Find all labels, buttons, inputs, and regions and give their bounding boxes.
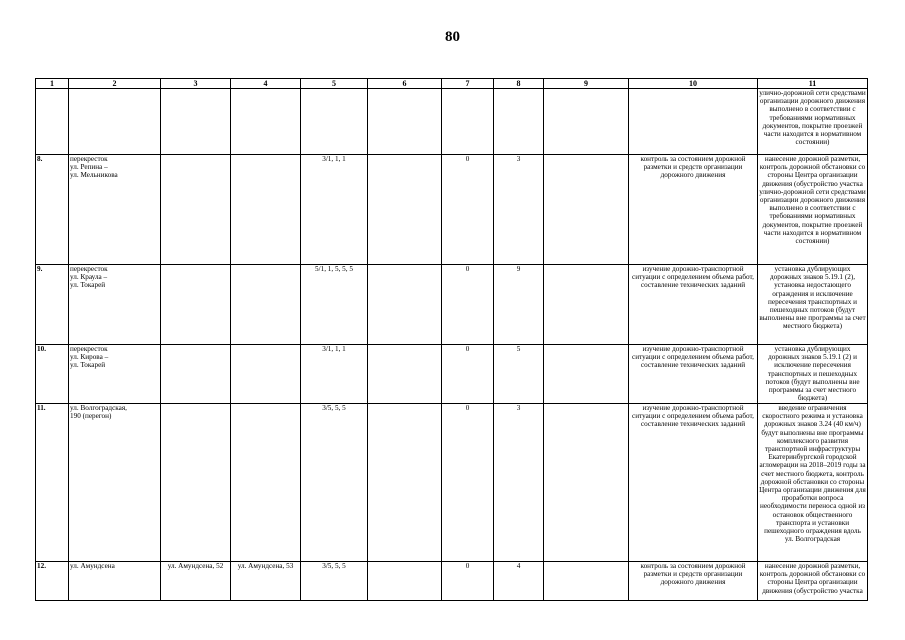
location-cell: ул. Волгоградская, 190 (перегон) xyxy=(69,404,161,562)
location-cell: перекресток ул. Репина – ул. Мельникова xyxy=(69,155,161,265)
col7-cell: 0 xyxy=(442,404,494,562)
result-cell: установка дублирующих дорожных знаков 5.19.1 (2) и исключение пересечения транспортных и пешеходных потоков (будут выполнены вне программы за счет местного бюджета) xyxy=(758,345,868,404)
dtp-cell: 3/5, 5, 5 xyxy=(301,562,368,601)
dtp-cell: 5/1, 1, 5, 5, 5 xyxy=(301,265,368,345)
col7-cell: 0 xyxy=(442,265,494,345)
col7-cell: 0 xyxy=(442,562,494,601)
col9-cell xyxy=(544,404,629,562)
to-cell xyxy=(231,265,301,345)
measures-cell: контроль за состоянием дорожной разметки и средств организации дорожного движения xyxy=(629,155,758,265)
col9-cell xyxy=(544,345,629,404)
result-cell: введение ограничения скоростного режима и установка дорожных знаков 3.24 (40 км/ч) будут выполнены вне программы комплексного развития транспортной инфраструктуры Екатеринбургской городской агломерации на 2018–2019 годы за счет местного бюджета, контроль дорожной обстановки со стороны Центра организации движения для проработки вопроса необходимости переноса одной из остановок общественного транспорта и установки пешеходного ограждения вдоль ул. Волгоградская xyxy=(758,404,868,562)
col7-cell: 0 xyxy=(442,345,494,404)
to-cell xyxy=(231,155,301,265)
col9-cell xyxy=(544,89,629,155)
column-header: 8 xyxy=(494,79,544,89)
location-cell xyxy=(69,89,161,155)
column-header: 4 xyxy=(231,79,301,89)
from-cell xyxy=(161,155,231,265)
to-cell xyxy=(231,404,301,562)
row-number: 10. xyxy=(36,345,69,404)
location-cell: перекресток ул. Краула – ул. Токарей xyxy=(69,265,161,345)
measures-cell: изучение дорожно-транспортной ситуации с определением объема работ, составление технических заданий xyxy=(629,404,758,562)
col6-cell xyxy=(368,89,442,155)
column-header: 11 xyxy=(758,79,868,89)
col9-cell xyxy=(544,155,629,265)
to-cell xyxy=(231,345,301,404)
to-cell xyxy=(231,89,301,155)
location-cell: ул. Амундсена xyxy=(69,562,161,601)
dtp-cell: 3/5, 5, 5 xyxy=(301,404,368,562)
from-cell: ул. Амундсена, 52 xyxy=(161,562,231,601)
measures-cell: изучение дорожно-транспортной ситуации с определением объема работ, составление технических заданий xyxy=(629,265,758,345)
row-number: 9. xyxy=(36,265,69,345)
result-cell: нанесение дорожной разметки, контроль дорожной обстановки со стороны Центра организации движения (обустройство участка улично-дорожной сети средствами организации дорожного движения выполнено в соответствии с требованиями нормативных документов, покрытие проезжей части находится в нормативном состоянии) xyxy=(758,155,868,265)
from-cell xyxy=(161,265,231,345)
col6-cell xyxy=(368,265,442,345)
column-header: 1 xyxy=(36,79,69,89)
column-header: 3 xyxy=(161,79,231,89)
from-cell xyxy=(161,404,231,562)
to-cell: ул. Амундсена, 53 xyxy=(231,562,301,601)
col9-cell xyxy=(544,265,629,345)
measures-cell xyxy=(629,89,758,155)
result-cell: установка дублирующих дорожных знаков 5.19.1 (2), установка недостающего ограждения и исключение пересечения транспортных и пешеходных потоков (будут выполнены вне программы за счет местного бюджета) xyxy=(758,265,868,345)
col9-cell xyxy=(544,562,629,601)
dtp-cell: 3/1, 1, 1 xyxy=(301,345,368,404)
result-cell: улично-дорожной сети средствами организации дорожного движения выполнено в соответствии с требованиями нормативных документов, покрытие проезжей части находится в нормативном состоянии) xyxy=(758,89,868,155)
column-header: 6 xyxy=(368,79,442,89)
table-row xyxy=(36,345,868,404)
row-number: 12. xyxy=(36,562,69,601)
row-number xyxy=(36,89,69,155)
row-number: 11. xyxy=(36,404,69,562)
col6-cell xyxy=(368,345,442,404)
column-header: 9 xyxy=(544,79,629,89)
table-row xyxy=(36,562,868,601)
page-number: 80 xyxy=(445,29,460,45)
column-header: 10 xyxy=(629,79,758,89)
data-table xyxy=(35,78,868,601)
col8-cell: 9 xyxy=(494,265,544,345)
col8-cell: 4 xyxy=(494,562,544,601)
measures-cell: контроль за состоянием дорожной разметки и средств организации дорожного движения xyxy=(629,562,758,601)
col6-cell xyxy=(368,562,442,601)
col6-cell xyxy=(368,155,442,265)
col8-cell: 3 xyxy=(494,155,544,265)
dtp-cell: 3/1, 1, 1 xyxy=(301,155,368,265)
table-row xyxy=(36,265,868,345)
col7-cell xyxy=(442,89,494,155)
row-number: 8. xyxy=(36,155,69,265)
table-row xyxy=(36,404,868,562)
from-cell xyxy=(161,89,231,155)
column-header: 7 xyxy=(442,79,494,89)
col8-cell: 5 xyxy=(494,345,544,404)
dtp-cell xyxy=(301,89,368,155)
column-number-row xyxy=(36,79,868,89)
column-header: 2 xyxy=(69,79,161,89)
col8-cell: 3 xyxy=(494,404,544,562)
measures-cell: изучение дорожно-транспортной ситуации с определением объема работ, составление технических заданий xyxy=(629,345,758,404)
from-cell xyxy=(161,345,231,404)
column-header: 5 xyxy=(301,79,368,89)
result-cell: нанесение дорожной разметки, контроль дорожной обстановки со стороны Центра организации движения (обустройство участка xyxy=(758,562,868,601)
table-row xyxy=(36,155,868,265)
col6-cell xyxy=(368,404,442,562)
location-cell: перекресток ул. Кирова – ул. Токарей xyxy=(69,345,161,404)
table-row xyxy=(36,89,868,155)
col7-cell: 0 xyxy=(442,155,494,265)
col8-cell xyxy=(494,89,544,155)
